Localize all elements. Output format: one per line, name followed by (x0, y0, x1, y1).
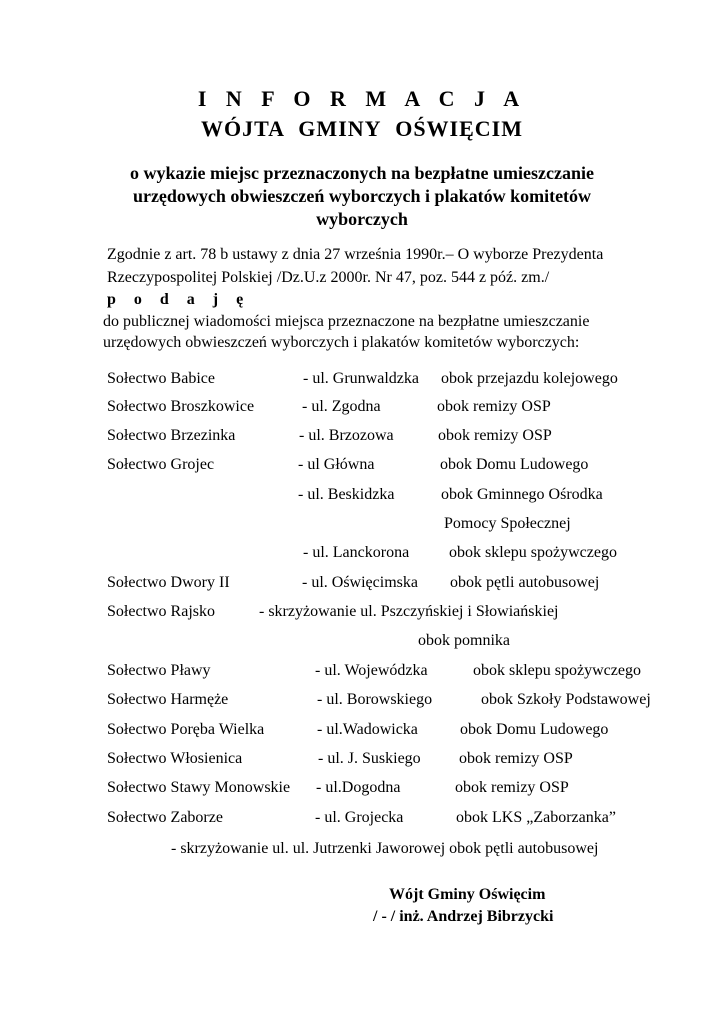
location-place: obok Szkoły Podstawowej (481, 691, 651, 708)
location-place: obok Domu Ludowego (460, 721, 609, 738)
document-issuer: WÓJTA GMINY OŚWIĘCIM (200, 116, 524, 141)
location-place: obok sklepu spożywczego (449, 544, 617, 561)
location-street: - ul. Zgodna (302, 398, 381, 415)
intro-line: urzędowych obwieszczeń wyborczych i plakatów komitetów wyborczych: (103, 334, 580, 351)
location-place: obok LKS „Zaborzanka” (456, 809, 616, 826)
signature-title: Wójt Gminy Oświęcim (389, 886, 546, 903)
intro-line: Zgodnie z art. 78 b ustawy z dnia 27 września 1990r.– O wyborze Prezydenta (107, 246, 604, 263)
location-street: - ul.Dogodna (316, 779, 401, 796)
location-solectwo: Sołectwo Stawy Monowskie (107, 779, 291, 796)
location-street: - ul Główna (298, 456, 375, 473)
location-street: - ul. J. Suskiego (318, 750, 421, 767)
location-solectwo: Sołectwo Grojec (107, 456, 215, 473)
location-place: obok remizy OSP (437, 398, 551, 415)
location-solectwo: Sołectwo Zaborze (107, 809, 223, 826)
intro-line: Rzeczypospolitej Polskiej /Dz.U.z 2000r. Nr 47, poz. 544 z póź. zm./ (107, 269, 550, 286)
signature-name: / - / inż. Andrzej Bibrzycki (373, 908, 554, 925)
location-solectwo: Sołectwo Poręba Wielka (107, 721, 265, 738)
location-street: - ul. Lanckorona (303, 544, 410, 561)
location-solectwo: Sołectwo Dwory II (107, 574, 230, 591)
intro-line: do publicznej wiadomości miejsca przeznaczone na bezpłatne umieszczanie (103, 313, 590, 330)
location-solectwo: Sołectwo Rajsko (107, 603, 215, 620)
location-street: - ul. Grojecka (315, 809, 404, 826)
location-solectwo: Sołectwo Pławy (107, 662, 211, 679)
location-street: - ul. Oświęcimska (302, 574, 418, 591)
location-place: obok remizy OSP (438, 427, 552, 444)
location-solectwo: Sołectwo Babice (107, 370, 215, 387)
location-place: obok Gminnego Ośrodka (441, 486, 603, 503)
location-place: obok pomnika (418, 632, 510, 649)
location-solectwo: Sołectwo Broszkowice (107, 398, 255, 415)
location-street: - ul. Beskidzka (298, 486, 395, 503)
location-street: - ul. Borowskiego (317, 691, 433, 708)
location-place: obok remizy OSP (459, 750, 573, 767)
location-solectwo: Sołectwo Harmęże (107, 691, 229, 708)
location-street: - skrzyżowanie ul. ul. Jutrzenki Jaworowej obok pętli autobusowej (171, 840, 599, 857)
document-subtitle (0, 162, 724, 231)
location-solectwo: Sołectwo Brzezinka (107, 427, 236, 444)
location-place: obok sklepu spożywczego (473, 662, 641, 679)
podaje-word: p o d a j ę (107, 291, 251, 308)
location-place: obok remizy OSP (455, 779, 569, 796)
location-place: Pomocy Społecznej (444, 515, 571, 532)
location-solectwo: Sołectwo Włosienica (107, 750, 243, 767)
subtitle-line: wyborczych (316, 209, 408, 229)
location-street: - ul.Wadowicka (317, 721, 418, 738)
location-street: - ul. Wojewódzka (315, 662, 428, 679)
location-street: - ul. Brzozowa (299, 427, 394, 444)
location-street: - skrzyżowanie ul. Pszczyńskiej i Słowiańskiej (259, 603, 559, 620)
location-place: obok pętli autobusowej (450, 574, 600, 591)
document-title: I N F O R M A C J A (197, 86, 527, 111)
location-place: obok Domu Ludowego (440, 456, 589, 473)
subtitle-line: o wykazie miejsc przeznaczonych na bezpłatne umieszczanie (130, 163, 594, 183)
location-street: - ul. Grunwaldzka (303, 370, 419, 387)
subtitle-line: urzędowych obwieszczeń wyborczych i plakatów komitetów (132, 186, 592, 206)
location-place: obok przejazdu kolejowego (441, 370, 618, 387)
